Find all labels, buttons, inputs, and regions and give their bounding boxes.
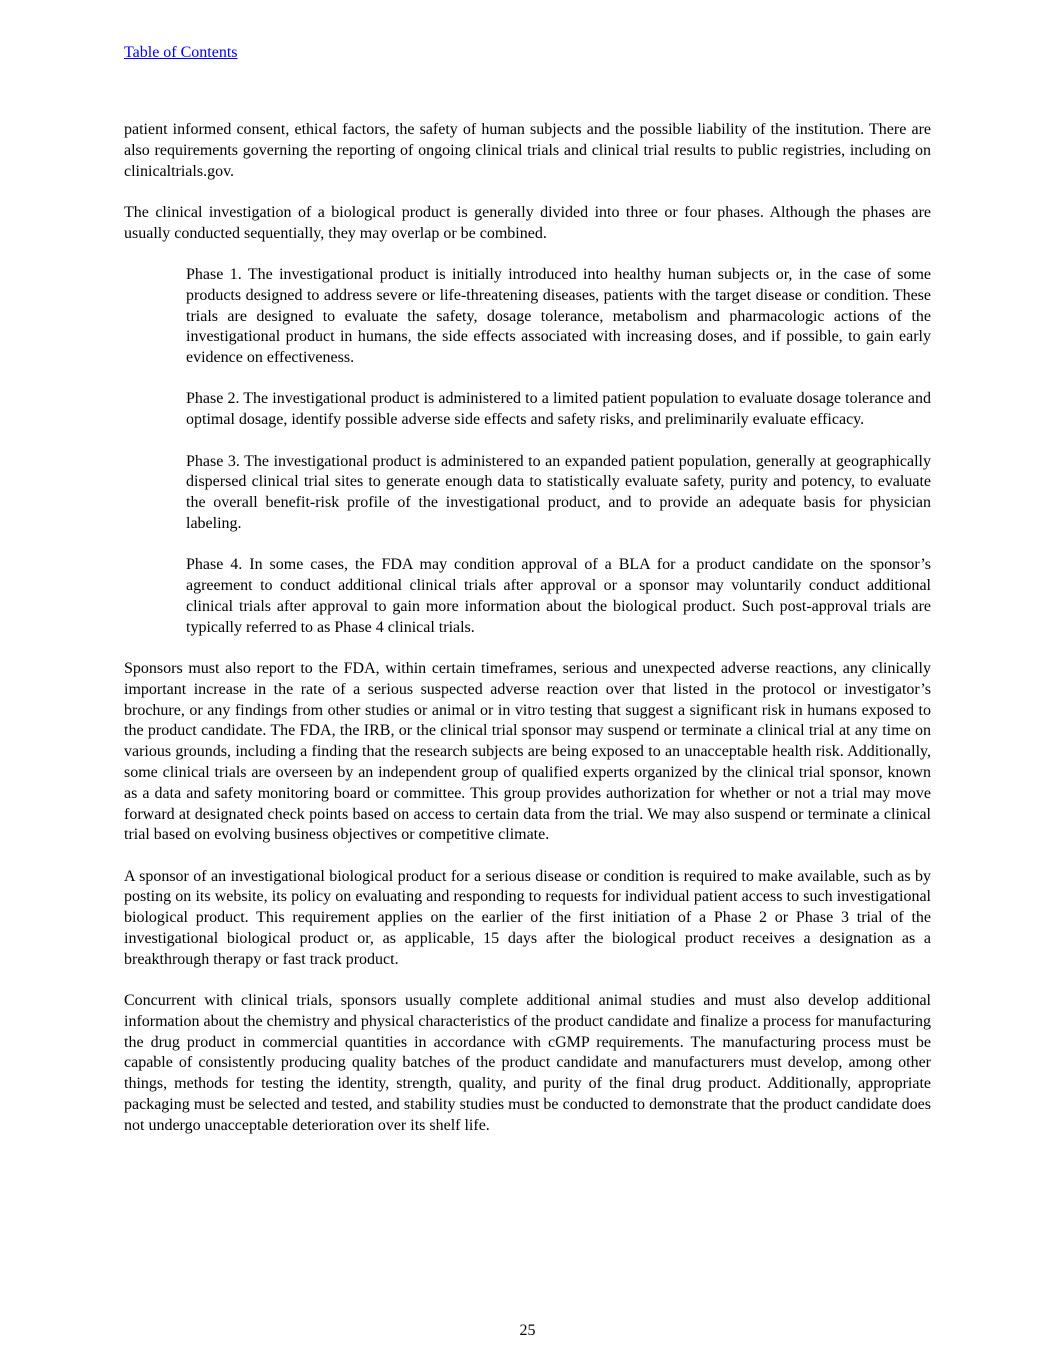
table-of-contents-link[interactable]: Table of Contents [124,44,238,61]
paragraph: A sponsor of an investigational biological product for a serious disease or condition is required to make available, such as by posting on its website, its policy on evaluating and responding to requests for individual patient access to such investigational biological product. This requirement applies on the earlier of the first initiation of a Phase 2 or Phase 3 trial of the investigational biological product or, as applicable, 15 days after the biological product receives a designation as a breakthrough therapy or fast track product. [124,867,931,968]
paragraph: patient informed consent, ethical factors, the safety of human subjects and the possible liability of the institution. There are also requirements governing the reporting of ongoing clinical trials and clinical trial results to public registries, including on clinicaltrials.gov. [124,121,931,180]
paragraph: The clinical investigation of a biological product is generally divided into three or four phases. Although the phases are usually conducted sequentially, they may overlap or be combined. [124,203,931,242]
paragraph: Sponsors must also report to the FDA, within certain timeframes, serious and unexpected adverse reactions, any clinically important increase in the rate of a serious suspected adverse reaction over that listed in the protocol or investigator’s brochure, or any findings from other studies or animal or in vitro testing that suggest a significant risk in humans exposed to the product candidate. The FDA, the IRB, or the clinical trial sponsor may suspend or terminate a clinical trial at any time on various grounds, including a finding that the research subjects are being exposed to an unacceptable health risk. Additionally, some clinical trials are overseen by an independent group of qualified experts organized by the clinical trial sponsor, known as a data and safety monitoring board or committee. This group provides authorization for whether or not a trial may move forward at designated check points based on access to certain data from the trial. We may also suspend or terminate a clinical trial based on evolving business objectives or competitive climate. [124,659,931,844]
document-body [124,120,931,1157]
page-number: 25 [519,1322,536,1339]
phase-1-paragraph: Phase 1. The investigational product is initially introduced into healthy human subjects or, in the case of some products designed to address severe or life-threatening diseases, patients with the target disease or condition. These trials are designed to evaluate the safety, dosage tolerance, metabolism and pharmacologic actions of the investigational product in humans, the side effects associated with increasing doses, and if possible, to gain early evidence on effectiveness. [186,265,931,367]
paragraph: Concurrent with clinical trials, sponsors usually complete additional animal studies and must also develop additional information about the chemistry and physical characteristics of the product candidate and finalize a process for manufacturing the drug product in commercial quantities in accordance with cGMP requirements. The manufacturing process must be capable of consistently producing quality batches of the product candidate and manufacturers must develop, among other things, methods for testing the identity, strength, quality, and purity of the final drug product. Additionally, appropriate packaging must be selected and tested, and stability studies must be conducted to demonstrate that the product candidate does not undergo unacceptable deterioration over its shelf life. [124,992,931,1134]
phase-2-paragraph: Phase 2. The investigational product is administered to a limited patient population to evaluate dosage tolerance and optimal dosage, identify possible adverse side effects and safety risks, and preliminarily evaluate efficacy. [186,390,931,429]
phase-4-paragraph: Phase 4. In some cases, the FDA may condition approval of a BLA for a product candidate on the sponsor’s agreement to conduct additional clinical trials after approval or a sponsor may voluntarily conduct additional clinical trials after approval to gain more information about the biological product. Such post-approval trials are typically referred to as Phase 4 clinical trials. [186,556,931,636]
phase-3-paragraph: Phase 3. The investigational product is administered to an expanded patient population, generally at geographically dispersed clinical trial sites to generate enough data to statistically evaluate safety, purity and potency, to evaluate the overall benefit-risk profile of the investigational product, and to provide an adequate basis for physician labeling. [186,452,931,532]
